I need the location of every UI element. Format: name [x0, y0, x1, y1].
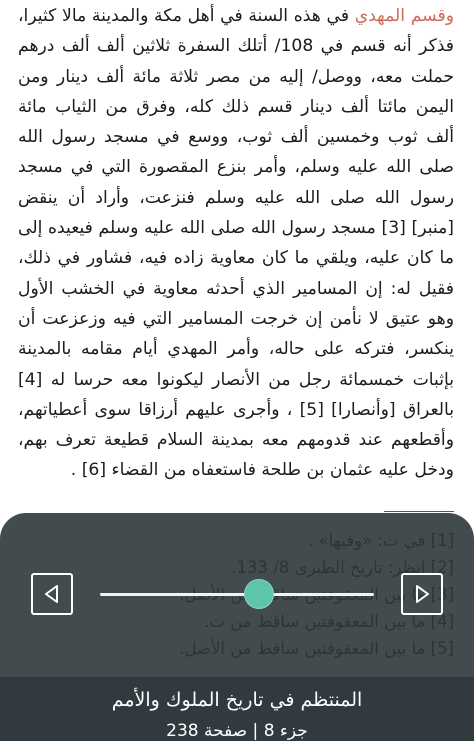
triangle-right-icon [411, 583, 433, 605]
page-location: جزء 8 | صفحة 238 [166, 721, 308, 741]
highlighted-name[interactable]: وقسم المهدي [354, 6, 454, 26]
previous-page-button[interactable] [31, 573, 73, 615]
footnote-separator [384, 511, 454, 512]
paragraph-text: في هذه السنة في أهل مكة والمدينة مالا كثيرا، فذكر أنه قسم في 108/ أتلك السفرة ثلاثين ألف ألف درهم حملت معه، ووصل/ إليه من مصر ثلاثة مائة ألف دينار ومن اليمن مائتا ألف دينار قسم ذلك كله، وفرق من الثياب مائة ألف ثوب وخمسين ألف ثوب، ووسع في مسجد رسول الله صلى الله عليه وسلم، وأمر بنزع المقصورة التي في مسجد رسول الله صلى الله عليه وسلم فنزعت، وأراد أن ينقض [منبر] [3] مسجد رسول الله صلى الله عليه وسلم فيعيده إلى ما كان عليه، ويلقي ما كان معاوية زاده فيه، فشاور في ذلك، فقيل له: إن المسامير الذي أحدثه معاوية في الخشب الأول وهو عتيق لا نأمن إن خرجت المسامير التي فيه وزعزعت أن ينكسر، فتركه على حاله، وأمر المهدي أيام مقامه بالمدينة بإثبات خمسمائة رجل من الأنصار ليكونوا معه حرسا له [4] بالعراق [وأنصارا] [5] ، وأجرى عليهم أرزاقا سوى أعطياتهم، وأقطعهم عند قدومهم معه بمدينة السلام قطيعة تعرف بهم، ودخل عليه عثمان بن طلحة فاستعفاه من القضاء [6] . [18, 6, 454, 481]
page-slider-thumb[interactable] [244, 579, 274, 609]
book-info-bar [0, 677, 474, 741]
book-title: المنتظم في تاريخ الملوك والأمم [111, 689, 363, 711]
page-navigator-panel [0, 513, 474, 741]
next-page-button[interactable] [401, 573, 443, 615]
page-slider-row [0, 571, 474, 619]
body-text [18, 0, 454, 486]
triangle-left-icon [41, 583, 63, 605]
page-slider-track[interactable] [100, 593, 374, 596]
